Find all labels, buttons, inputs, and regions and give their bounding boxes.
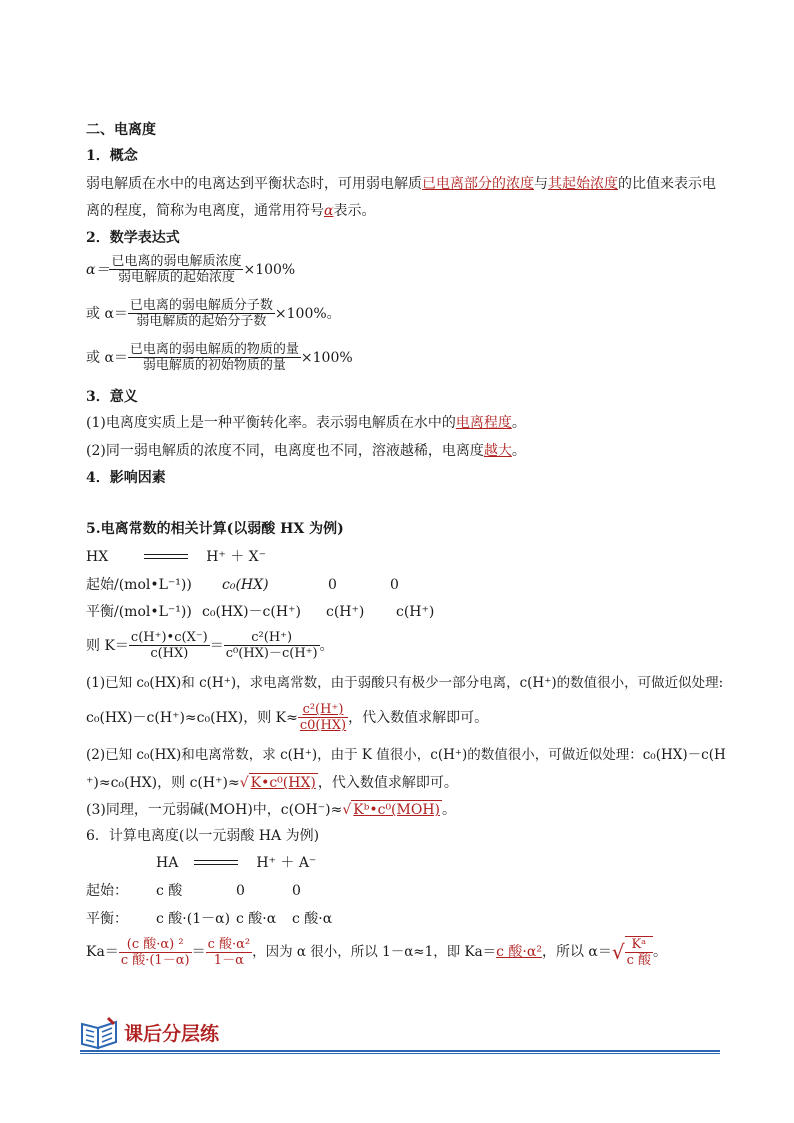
book-icon xyxy=(80,1016,120,1050)
formula-suffix: ×100%。 xyxy=(274,305,341,322)
hx-start-row xyxy=(86,576,192,594)
text: 弱电解质在水中的电离达到平衡状态时，可用弱电解质 xyxy=(86,176,422,192)
answer-blank: 已电离部分的浓度 xyxy=(422,176,534,192)
calc-point-2-line-2 xyxy=(86,773,458,792)
banner-divider-thin xyxy=(80,1053,720,1054)
formula-prefix: 则 K＝ xyxy=(86,637,129,654)
text: ，因为 α 很小，所以 1－α≈1，即 Ka＝ xyxy=(252,944,497,960)
answer-blank: Kᵇ•c⁰(MOH) xyxy=(353,802,440,818)
answer-blank: α xyxy=(324,203,334,219)
text: c₀(HX)－c(H⁺)≈c₀(HX)，则 K≈ xyxy=(86,709,298,726)
fraction-answer xyxy=(625,936,653,968)
formula-prefix: 或 α＝ xyxy=(86,305,128,322)
numerator: 已电离的弱电解质浓度 xyxy=(111,254,242,269)
row-label: 平衡： xyxy=(86,911,128,927)
text: 的比值来表示电 xyxy=(618,176,716,192)
fraction-answer xyxy=(298,702,348,733)
text: 。 xyxy=(442,802,456,818)
text: 离的程度，简称为电离度，通常用符号 xyxy=(86,203,324,219)
denominator: 弱电解质的起始浓度 xyxy=(117,270,235,285)
text: (1)电离度实质上是一种平衡转化率。表示弱电解质在水中的 xyxy=(86,415,456,431)
text: ，代入数值求解即可。 xyxy=(348,709,489,726)
section-2-title: 二、电离度 xyxy=(86,122,156,138)
k-expression xyxy=(86,630,334,661)
equilibrium-value: c(H⁺) xyxy=(326,604,365,620)
formula-2 xyxy=(86,298,341,329)
answer-blank: 其起始浓度 xyxy=(548,176,618,192)
text: ，代入数值求解即可。 xyxy=(317,775,458,791)
start-value: 0 xyxy=(292,883,301,899)
answer-blank: 电离程度 xyxy=(455,415,512,431)
ka-expression xyxy=(86,936,667,968)
denominator: 1－α xyxy=(213,952,244,968)
denominator: c 酸·(1－α) xyxy=(120,952,190,968)
meaning-heading: 3．意义 xyxy=(86,389,138,405)
text: 。 xyxy=(653,944,668,960)
sqrt-icon: √ xyxy=(342,802,352,818)
start-value: 0 xyxy=(236,883,245,899)
equilibrium-value: c 酸·α xyxy=(236,911,277,927)
text: 表示。 xyxy=(333,203,376,219)
banner-title: 课后分层练 xyxy=(124,1023,220,1045)
formula-prefix: Ka＝ xyxy=(86,944,119,960)
reactant: HA xyxy=(156,855,179,871)
concept-line-1 xyxy=(86,175,716,193)
text: (3)同理，一元弱碱(MOH)中，c(OH⁻)≈ xyxy=(86,802,343,818)
equals: ＝ xyxy=(209,637,224,654)
text: ，所以 α＝ xyxy=(541,944,612,960)
denominator: 弱电解质的初始物质的量 xyxy=(142,358,286,373)
formula-suffix: ×100% xyxy=(300,349,353,366)
answer-blank: K•c⁰(HX) xyxy=(250,775,316,791)
equilibrium-value: c(H⁺) xyxy=(396,604,435,620)
fraction xyxy=(128,298,275,329)
calc-point-1-line-2 xyxy=(86,702,488,733)
numerator: c 酸·α² xyxy=(207,936,251,952)
sqrt-icon: √ xyxy=(239,775,249,791)
text: 。 xyxy=(511,415,526,431)
formula-prefix: 或 α＝ xyxy=(86,349,128,366)
numerator: (c 酸·α) ² xyxy=(119,937,192,953)
formula-suffix: ×100% xyxy=(243,261,296,278)
formula-prefix: α＝ xyxy=(86,261,110,278)
products: H⁺ ＋ A⁻ xyxy=(256,855,317,871)
text: 与 xyxy=(534,176,548,192)
fraction xyxy=(128,342,301,373)
numerator: 已电离的弱电解质的物质的量 xyxy=(129,342,299,357)
denominator: c(HX) xyxy=(150,646,189,661)
hx-equilibrium-row xyxy=(86,603,192,621)
denominator: c0(HX) xyxy=(299,718,347,733)
calc-point-3 xyxy=(86,800,456,819)
numerator: 已电离的弱电解质分子数 xyxy=(129,298,273,313)
fraction xyxy=(109,254,243,285)
row-label: 起始： xyxy=(86,883,128,899)
sqrt-icon: √ xyxy=(611,940,625,964)
degree-calc-heading: 6．计算电离度(以一元弱酸 HA 为例) xyxy=(86,828,320,844)
products: H⁺ ＋ X⁻ xyxy=(206,549,267,565)
factors-heading: 4．影响因素 xyxy=(86,470,166,486)
equals: ＝ xyxy=(191,944,206,960)
numerator: Kᵃ xyxy=(625,937,653,953)
ionization-constant-heading: 5.电离常数的相关计算(以弱酸 HX 为例) xyxy=(86,521,344,537)
text: ⁺)≈c₀(HX)，则 c(H⁺)≈ xyxy=(86,775,240,791)
answer-blank: 越大 xyxy=(483,443,512,459)
meaning-line-1 xyxy=(86,414,526,432)
denominator: c⁰(HX)－c(H⁺) xyxy=(225,646,318,661)
equilibrium-arrow-icon xyxy=(144,552,188,562)
meaning-line-2 xyxy=(86,442,526,460)
row-label: 起始/(mol•L⁻¹)) xyxy=(86,577,192,593)
text: (2)同一弱电解质的浓度不同，电离度也不同，溶液越稀，电离度 xyxy=(86,443,484,459)
equilibrium-arrow-icon xyxy=(194,858,238,868)
equilibrium-value: c 酸·α xyxy=(292,911,333,927)
fraction-answer xyxy=(206,937,253,968)
concept-heading: 1．概念 xyxy=(86,148,138,164)
numerator: c(H⁺)•c(X⁻) xyxy=(130,630,208,645)
start-value: 0 xyxy=(328,577,337,593)
calc-point-2-line-1: (2)已知 c₀(HX)和电离常数，求 c(H⁺)，由于 K 值很小，c(H⁺)的数值很小，可做近似处理：c₀(HX)－c(H xyxy=(86,747,726,763)
formula-suffix: 。 xyxy=(319,637,334,654)
equilibrium-value: c₀(HX)－c(H⁺) xyxy=(202,604,301,620)
reactant: HX xyxy=(86,549,109,565)
concept-line-2 xyxy=(86,202,375,220)
start-value: c 酸 xyxy=(156,883,183,899)
formula-3 xyxy=(86,342,353,373)
answer-blank: c 酸·α² xyxy=(496,944,542,960)
fraction-answer xyxy=(119,937,192,968)
ha-equilibrium xyxy=(156,854,316,872)
equilibrium-value: c 酸·(1－α) xyxy=(156,911,231,927)
denominator: c 酸 xyxy=(626,953,652,968)
hx-equilibrium xyxy=(86,548,266,566)
banner-divider xyxy=(80,1050,720,1052)
text: 。 xyxy=(511,443,526,459)
denominator: 弱电解质的起始分子数 xyxy=(136,314,267,329)
calc-point-1-line-1: (1)已知 c₀(HX)和 c(H⁺)，求电离常数，由于弱酸只有极少一部分电离，c(H⁺)的数值很小，可做近似处理: xyxy=(86,675,724,691)
formula-1 xyxy=(86,254,295,285)
start-value: c₀(HX) xyxy=(222,577,269,593)
start-value: 0 xyxy=(390,577,399,593)
row-label: 平衡/(mol•L⁻¹)) xyxy=(86,604,192,620)
numerator: c²(H⁺) xyxy=(224,630,320,646)
fraction xyxy=(129,630,210,661)
math-expression-heading: 2．数学表达式 xyxy=(86,230,180,246)
fraction xyxy=(224,630,320,661)
numerator: c²(H⁺) xyxy=(298,702,348,718)
